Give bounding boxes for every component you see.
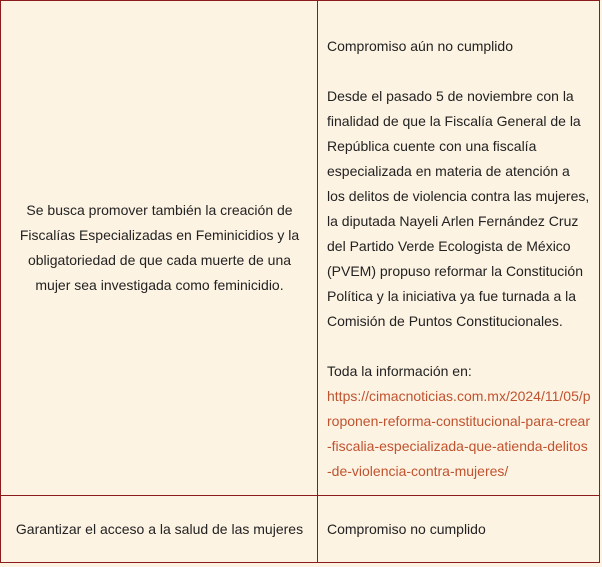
- table-bottom-border: [0, 562, 600, 567]
- table-row: [1, 496, 600, 564]
- status-text: Compromiso no cumplido: [327, 521, 486, 537]
- status-cell: [318, 496, 600, 564]
- commitment-cell: [1, 1, 318, 496]
- detail-text: Desde el pasado 5 de noviembre con la finalidad de que la Fiscalía General de la República cuente con una fiscalía especializada en materia de atención a los delitos de violencia contra las mujeres, la diputada Nayeli Arlen Fernández Cruz del Partido Verde Ecologista de México (PVEM) propuso reformar la Constitución Política y la iniciativa ya fue turnada a la Comisión de Puntos Constitucionales.: [327, 88, 590, 329]
- source-link[interactable]: https://cimacnoticias.com.mx/2024/11/05/proponen-reforma-constitucional-para-crear-fiscalia-especializada-que-atienda-delitos-de-violencia-contra-mujeres/: [327, 388, 591, 479]
- info-label: Toda la información en:: [327, 363, 472, 379]
- commitment-text: Se busca promover también la creación de Fiscalías Especializadas en Feminicidios y la obligatoriedad de que cada muerte de una mujer sea investigada como feminicidio.: [19, 202, 300, 293]
- status-cell: [318, 1, 600, 496]
- commitment-text: Garantizar el acceso a la salud de las mujeres: [15, 521, 304, 537]
- table-row: [1, 1, 600, 496]
- spacer: [327, 334, 591, 359]
- spacer: [327, 59, 591, 84]
- commitment-cell: [1, 496, 318, 564]
- status-text: Compromiso aún no cumplido: [327, 38, 513, 54]
